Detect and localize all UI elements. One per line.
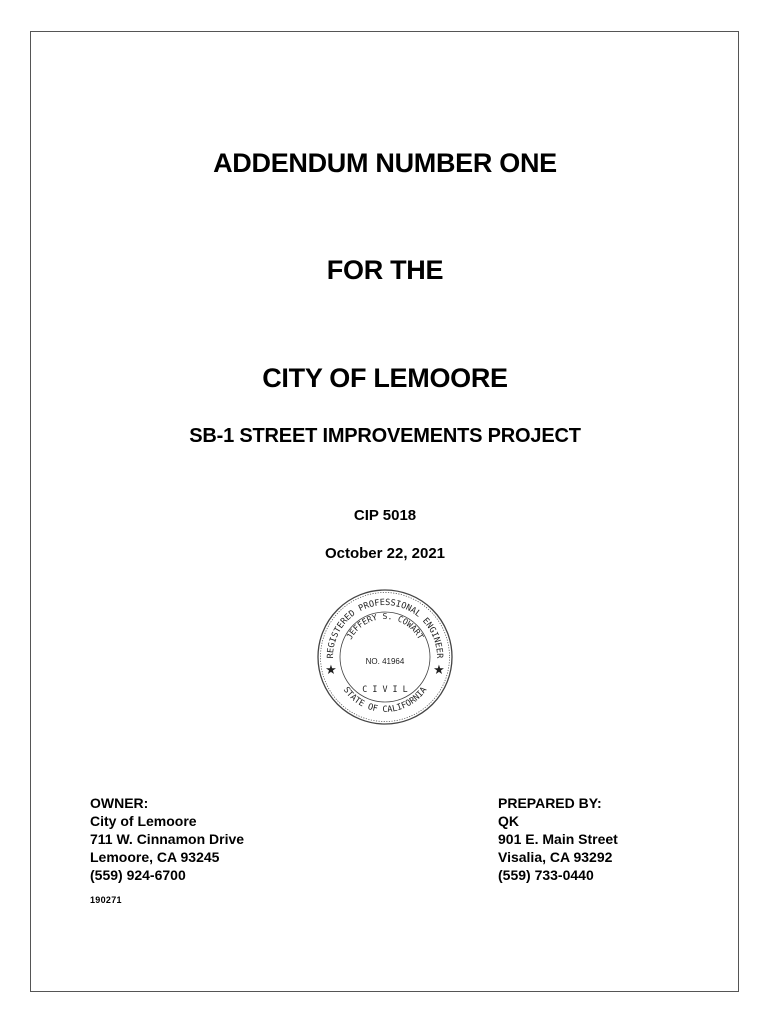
owner-address-block <box>90 794 244 884</box>
seal-bottom-arc-text: STATE OF CALIFORNIA <box>340 685 430 715</box>
title-for-the: FOR THE <box>326 255 444 285</box>
title-city: CITY OF LEMOORE <box>262 363 508 393</box>
seal-name-text: JEFFERY S. COWART <box>344 611 426 641</box>
seal-discipline: C I V I L <box>362 684 408 694</box>
owner-phone: (559) 924-6700 <box>90 867 186 883</box>
title-addendum: ADDENDUM NUMBER ONE <box>213 148 557 178</box>
preparer-heading: PREPARED BY: <box>498 795 602 811</box>
preparer-city-state-zip: Visalia, CA 93292 <box>498 849 613 865</box>
owner-name: City of Lemoore <box>90 813 197 829</box>
document-date: October 22, 2021 <box>324 545 446 562</box>
owner-city-state-zip: Lemoore, CA 93245 <box>90 849 220 865</box>
seal-top-arc-text: REGISTERED PROFESSIONAL ENGINEER <box>325 597 445 659</box>
seal-star-right-icon: ★ <box>433 663 445 678</box>
preparer-phone: (559) 733-0440 <box>498 867 594 883</box>
job-number: 190271 <box>90 895 122 905</box>
owner-street: 711 W. Cinnamon Drive <box>90 831 245 847</box>
engineer-seal <box>316 588 454 726</box>
owner-heading: OWNER: <box>90 795 149 811</box>
preparer-name: QK <box>498 813 519 829</box>
preparer-address-block <box>498 794 618 884</box>
seal-star-left-icon: ★ <box>325 663 337 678</box>
cip-number: CIP 5018 <box>353 507 417 524</box>
project-name: SB-1 STREET IMPROVEMENTS PROJECT <box>189 425 581 447</box>
engineer-seal-graphic <box>316 588 454 726</box>
seal-license-number: NO. 41964 <box>365 657 405 666</box>
preparer-street: 901 E. Main Street <box>498 831 618 847</box>
